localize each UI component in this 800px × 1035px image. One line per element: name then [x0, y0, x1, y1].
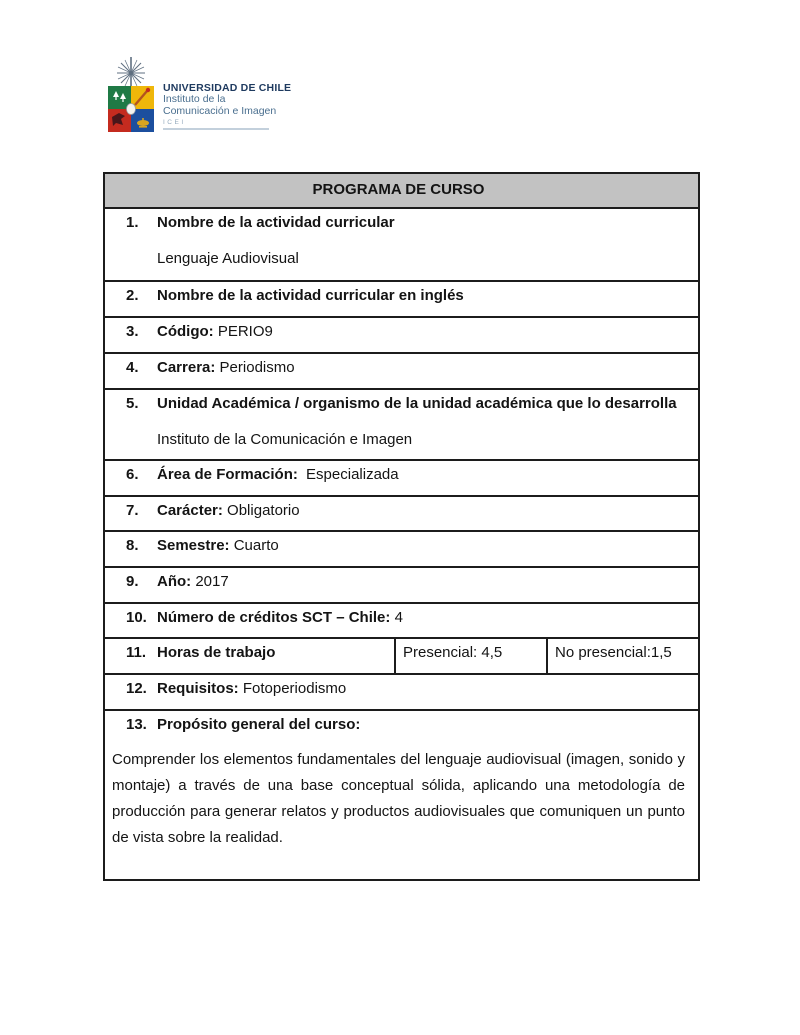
university-name: UNIVERSIDAD DE CHILE [163, 82, 292, 94]
row-creditos [104, 603, 699, 638]
row-requisitos [104, 674, 699, 710]
course-purpose-paragraph: Comprender los elementos fundamentales del lenguaje audiovisual (imagen, sonido y montaje) a través de una base conceptual sólida, aplicando una metodología de producción para generar relatos y productos audiovisuales que comuniquen un punto de vista sobre la realidad. [112, 751, 685, 846]
row-number: 7. [126, 502, 139, 519]
field-value: Fotoperiodismo [242, 680, 347, 697]
field-value: 2017 [195, 573, 229, 590]
cell-nombre-actividad [104, 208, 699, 281]
row-number: 12. [126, 680, 147, 697]
field-label: Nombre de la actividad curricular [157, 214, 395, 231]
row-unidad-academica [104, 389, 699, 460]
field-value-presencial: Presencial: 4,5 [403, 644, 503, 661]
cell-unidad-academica [104, 389, 699, 460]
cell-horas-no-presencial [547, 638, 699, 674]
cell-requisitos [104, 674, 699, 710]
field-value: Cuarto [233, 537, 279, 554]
row-number: 2. [126, 287, 139, 304]
field-label: Carrera: [157, 359, 216, 376]
field-label: Número de créditos SCT – Chile: [157, 609, 391, 626]
cell-nombre-ingles [104, 281, 699, 317]
logo-text-block [163, 56, 291, 130]
field-label: Horas de trabajo [157, 644, 276, 661]
cell-area-formacion [104, 460, 699, 496]
field-label: Unidad Académica / organismo de la unidad académica que lo desarrolla [157, 395, 677, 412]
row-codigo [104, 317, 699, 353]
field-label: Propósito general del curso: [157, 716, 361, 733]
field-value: PERIO9 [217, 323, 273, 340]
cell-proposito [104, 710, 699, 880]
row-number: 11. [126, 644, 147, 661]
row-caracter [104, 496, 699, 531]
field-label: Carácter: [157, 502, 223, 519]
institute-acronym: ICEI [163, 119, 186, 126]
cell-caracter [104, 496, 699, 531]
row-ano [104, 567, 699, 603]
row-number: 4. [126, 359, 139, 376]
starburst-icon [117, 57, 145, 89]
row-area-formacion [104, 460, 699, 496]
field-label: Requisitos: [157, 680, 239, 697]
row-number: 10. [126, 609, 147, 626]
field-value: Lenguaje Audiovisual [157, 250, 299, 267]
cell-creditos [104, 603, 699, 638]
logo-divider [163, 128, 269, 130]
field-label: Área de Formación: [157, 466, 298, 483]
row-number: 5. [126, 395, 139, 412]
university-logo [106, 56, 291, 134]
cell-ano [104, 567, 699, 603]
cell-codigo [104, 317, 699, 353]
row-number: 13. [126, 716, 147, 733]
cell-horas-trabajo [104, 638, 395, 674]
field-value: Obligatorio [227, 502, 300, 519]
field-value-no-presencial: No presencial:1,5 [555, 644, 672, 661]
cell-horas-presencial [395, 638, 547, 674]
row-horas-trabajo [104, 638, 699, 674]
row-proposito [104, 710, 699, 880]
field-value: Especializada [306, 466, 399, 483]
field-label: Nombre de la actividad curricular en inglés [157, 287, 464, 304]
field-label: Año: [157, 573, 192, 590]
row-carrera [104, 353, 699, 389]
field-value: 4 [394, 609, 403, 626]
row-nombre-ingles [104, 281, 699, 317]
row-number: 9. [126, 573, 139, 590]
cell-semestre [104, 531, 699, 567]
field-label: Código: [157, 323, 214, 340]
row-number: 8. [126, 537, 139, 554]
row-nombre-actividad [104, 208, 699, 281]
university-crest-icon [106, 56, 158, 134]
header-row [104, 173, 699, 208]
institute-name-line2: Comunicación e Imagen [163, 104, 277, 117]
field-label: Semestre: [157, 537, 230, 554]
row-number: 6. [126, 466, 139, 483]
institute-name-line1: Instituto de la [163, 93, 226, 105]
table-title: PROGRAMA DE CURSO [104, 173, 699, 208]
course-program-table [103, 172, 700, 881]
field-value: Periodismo [219, 359, 295, 376]
row-semestre [104, 531, 699, 567]
cell-carrera [104, 353, 699, 389]
row-number: 1. [126, 214, 139, 231]
row-number: 3. [126, 323, 139, 340]
field-value: Instituto de la Comunicación e Imagen [157, 431, 413, 448]
